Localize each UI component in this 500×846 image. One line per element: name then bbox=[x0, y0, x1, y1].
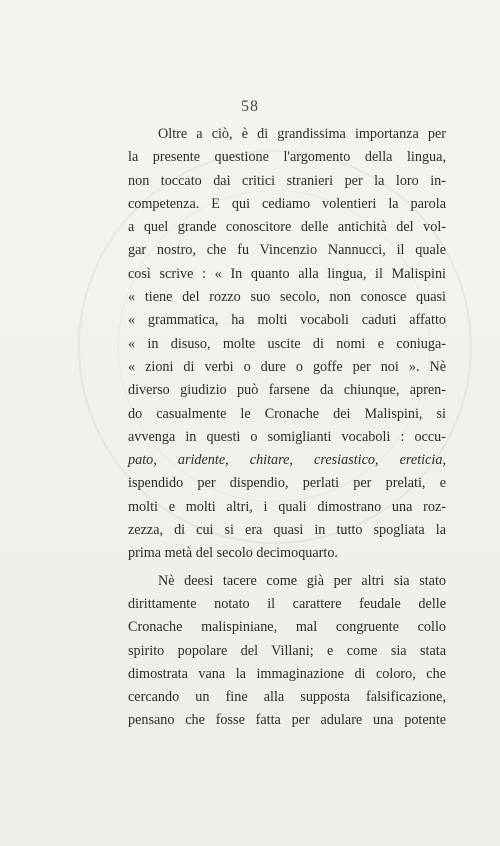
text-line: « in disuso, molte uscite di nomi e coniuga- bbox=[128, 335, 446, 352]
text-line: zezza, di cui si era quasi in tutto spogliata la bbox=[128, 522, 446, 539]
text-line: spirito popolare del Villani; e come sia stata bbox=[128, 642, 446, 659]
text-line: prima metà del secolo decimoquarto. bbox=[128, 545, 338, 562]
text-line: « grammatica, ha molti vocaboli caduti affatto bbox=[128, 312, 446, 329]
text-line: « tiene del rozzo suo secolo, non conosce quasi bbox=[128, 289, 446, 306]
text-line: pensano che fosse fatta per adulare una potente bbox=[128, 712, 446, 729]
text-line: avvenga in questi o somiglianti vocaboli : occu- bbox=[128, 428, 446, 445]
text-line: diverso giudizio può farsene da chiunque, apren- bbox=[128, 382, 446, 399]
text-line: « zioni di verbi o dure o goffe per noi ». Nè bbox=[128, 358, 446, 375]
body-text bbox=[128, 123, 446, 733]
text-line-italic: pato, aridente, chitare, cresiastico, ereticia, bbox=[128, 452, 446, 469]
text-line: competenza. E qui cediamo volentieri la parola bbox=[128, 195, 446, 212]
text-line: gar nostro, che fu Vincenzio Nannucci, il quale bbox=[128, 242, 446, 259]
text-line: non toccato dai critici stranieri per la loro in- bbox=[128, 172, 446, 189]
text-line: Oltre a ciò, è di grandissima importanza per bbox=[158, 126, 446, 142]
text-line: dimostrata vana la immaginazione di coloro, che bbox=[128, 665, 446, 682]
text-line: Nè deesi tacere come già per altri sia stato bbox=[158, 572, 446, 589]
page-number: 58 bbox=[241, 98, 259, 115]
text-line: dirittamente notato il carattere feudale delle bbox=[128, 595, 446, 612]
text-line: la presente questione l'argomento della lingua, bbox=[128, 149, 446, 166]
text-line: Cronache malispiniane, mal congruente collo bbox=[128, 619, 446, 636]
text-line: do casualmente le Cronache dei Malispini, si bbox=[128, 405, 446, 422]
text-line: a quel grande conoscitore delle antichità del vol- bbox=[128, 219, 446, 236]
text-line: così scrive : « In quanto alla lingua, il Malispini bbox=[128, 265, 446, 282]
text-line: ispendido per dispendio, perlati per prelati, e bbox=[128, 475, 446, 492]
text-line: molti e molti altri, i quali dimostrano una roz- bbox=[128, 498, 446, 515]
text-line: cercando un fine alla supposta falsificazione, bbox=[128, 689, 446, 706]
